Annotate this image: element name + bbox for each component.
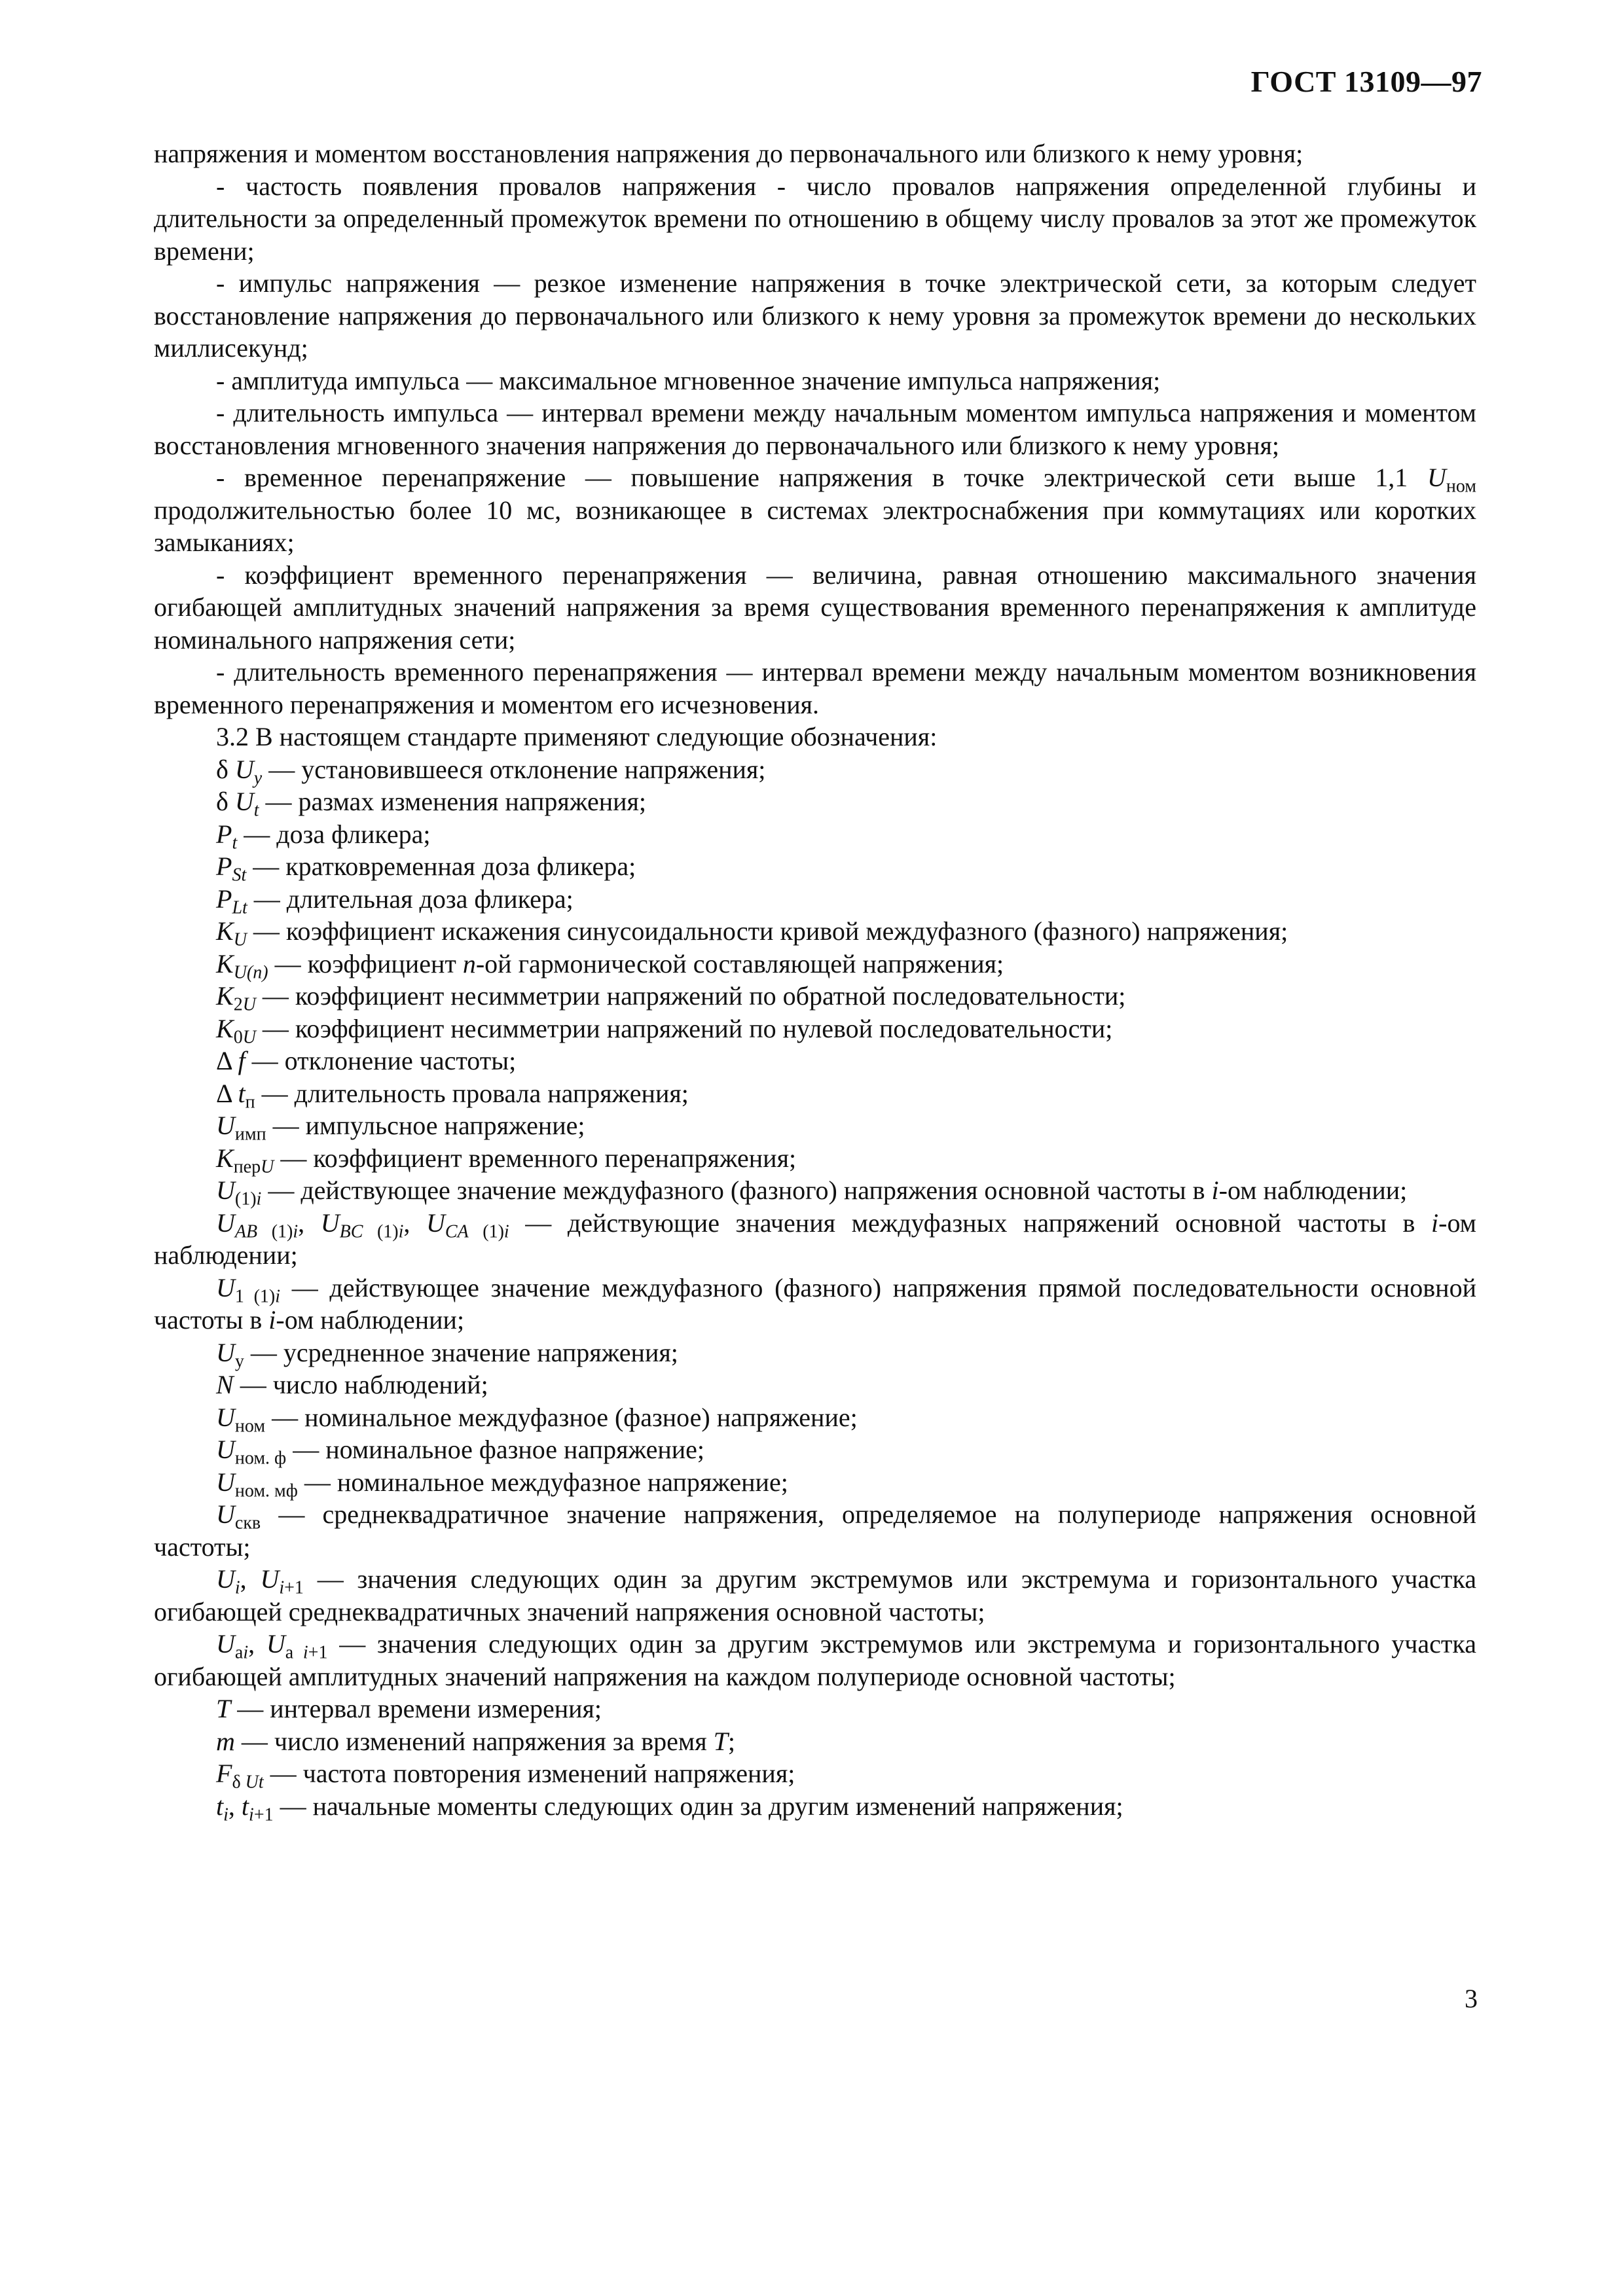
- paragraph: $U_{ном}$ — номинальное междуфазное (фазное) напряжение;: [216, 1402, 858, 1436]
- paragraph: $K_{U(n)}$ — коэффициент n-ой гармонической составляющей напряжения;: [216, 948, 1004, 982]
- paragraph: $K_{перU}$ — коэффициент временного перенапряжения;: [216, 1143, 797, 1177]
- paragraph: $P_{St}$ — кратковременная доза фликера;: [216, 852, 636, 886]
- paragraph: δ $U_y$ — установившееся отклонение напряжения;: [216, 754, 766, 788]
- document-standard-header: ГОСТ 13109—97: [1250, 65, 1482, 98]
- paragraph: $U_i$, $U_{i+1}$ — значения следующих один за другим экстремумов или экстремума и горизонтального участка огибающей среднеквадратичных значений напряжения основной частоты;: [154, 1564, 1476, 1626]
- paragraph: напряжения и моментом восстановления напряжения до первоначального или близкого к нему уровня;: [154, 139, 1304, 168]
- paragraph: - импульс напряжения — резкое изменение напряжения в точке электрической сети, за которым следует восстановление напряжения до первоначального или близкого к нему уровня за промежуток времени до нескольких миллисекунд;: [154, 268, 1476, 363]
- paragraph: $U_{AB (1)i}$, $U_{BC (1)i}$, $U_{CA (1)i}$ — действующие значения междуфазных напряжений основной частоты в i-ом наблюдении;: [154, 1208, 1476, 1270]
- paragraph: $K_{2U}$ — коэффициент несимметрии напряжений по обратной последовательности;: [216, 981, 1126, 1015]
- paragraph: - частость появления провалов напряжения - число провалов напряжения определенной глубины и длительности за определенный промежуток времени по отношению в общему числу провалов за этот же промежуток времени;: [154, 171, 1476, 266]
- paragraph: 3.2 В настоящем стандарте применяют следующие обозначения:: [216, 722, 938, 751]
- paragraph: $P_t$ — доза фликера;: [216, 819, 431, 853]
- paragraph: $U_{ном. ф}$ — номинальное фазное напряжение;: [216, 1435, 705, 1469]
- document-body: [154, 137, 1476, 1825]
- paragraph: - коэффициент временного перенапряжения — величина, равная отношению максимального значения огибающей амплитудных значений напряжения за время существования временного перенапряжения к амплитуде номинального напряжения сети;: [154, 560, 1476, 655]
- paragraph: $t_i$, $t_{i+1}$ — начальные моменты следующих один за другим изменений напряжения;: [216, 1791, 1123, 1825]
- paragraph: - длительность импульса — интервал времени между начальным моментом импульса напряжения и моментом восстановления мгновенного значения напряжения до первоначального или близкого к нему уровня;: [154, 398, 1476, 460]
- paragraph: $K_{0U}$ — коэффициент несимметрии напряжений по нулевой последовательности;: [216, 1013, 1113, 1047]
- paragraph: Δ $t_п$ — длительность провала напряжения;: [216, 1078, 689, 1112]
- paragraph: N — число наблюдений;: [216, 1370, 488, 1399]
- paragraph: δ $U_t$ — размах изменения напряжения;: [216, 787, 647, 821]
- paragraph: $U_{(1)i}$ — действующее значение междуфазного (фазного) напряжения основной частоты в i-ом наблюдении;: [216, 1175, 1408, 1210]
- paragraph: $F_{\delta Ut}$ — частота повторения изменений напряжения;: [216, 1759, 795, 1793]
- paragraph: - длительность временного перенапряжения — интервал времени между начальным моментом возникновения временного перенапряжения и моментом его исчезновения.: [154, 657, 1476, 719]
- paragraph: T — интервал времени измерения;: [216, 1694, 602, 1723]
- paragraph: $U_у$ — усредненное значение напряжения;: [216, 1337, 678, 1371]
- paragraph: $U_{аi}$, $U_{а i+1}$ — значения следующих один за другим экстремумов или экстремума и горизонтального участка огибающей амплитудных значений напряжения на каждом полупериоде основной частоты;: [154, 1629, 1476, 1691]
- page-number: 3: [1465, 1984, 1478, 2013]
- paragraph: $U_{имп}$ — импульсное напряжение;: [216, 1111, 585, 1145]
- paragraph: Δ f — отклонение частоты;: [216, 1046, 517, 1075]
- paragraph: - амплитуда импульса — максимальное мгновенное значение импульса напряжения;: [216, 365, 1161, 395]
- paragraph: $U_{ном. мф}$ — номинальное междуфазное напряжение;: [216, 1467, 788, 1501]
- paragraph: $P_{Lt}$ — длительная доза фликера;: [216, 884, 574, 918]
- paragraph: m — число изменений напряжения за время T;: [216, 1726, 736, 1756]
- paragraph: - временное перенапряжение — повышение напряжения в точке электрической сети выше 1,1 $U_{ном}$ продолжительностью более 10 мс, возникающее в системах электроснабжения при коммутациях или коротких замыканиях;: [154, 463, 1476, 557]
- paragraph: $U_{скв}$ — среднеквадратичное значение напряжения, определяемое на полупериоде напряжения основной частоты;: [154, 1499, 1476, 1562]
- paragraph: $K_U$ — коэффициент искажения синусоидальности кривой междуфазного (фазного) напряжения;: [216, 916, 1288, 950]
- paragraph: $U_{1 (1)i}$ — действующее значение междуфазного (фазного) напряжения прямой последовательности основной частоты в i-ом наблюдении;: [154, 1272, 1476, 1335]
